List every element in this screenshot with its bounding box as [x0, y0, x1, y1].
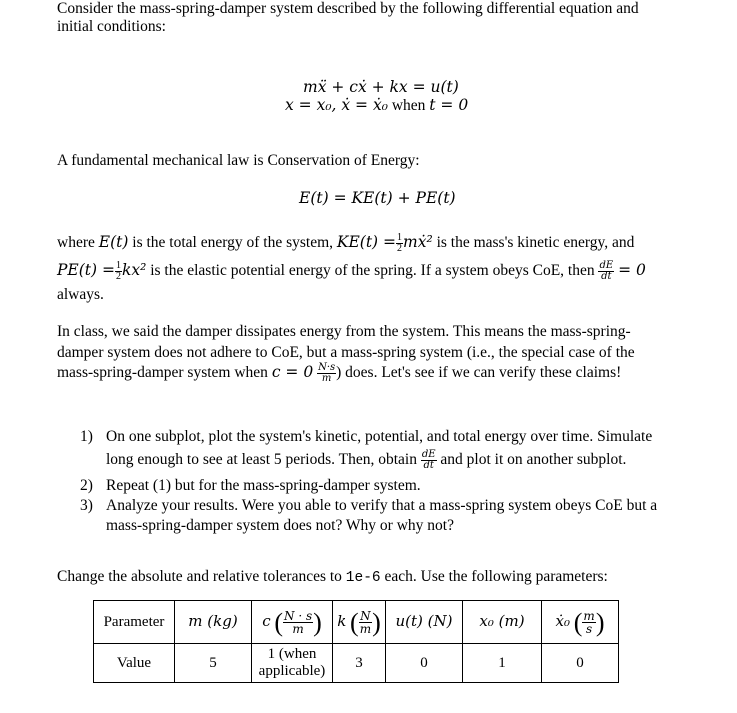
task-de-dt-fraction: $\frac{dE}{dt}$ [421, 449, 436, 471]
total-energy-desc: is the total energy of the system, [132, 234, 334, 252]
ic-values: x = x₀, ẋ = ẋ₀ [285, 96, 388, 114]
tolerance-b: each. Use the following parameters: [384, 568, 608, 585]
header-stiffness: k ( $\frac{N}{m}$ ) [333, 601, 386, 644]
c-equals-zero: c = 0 [271, 363, 314, 382]
task-1-number: 1) [80, 428, 93, 445]
ke-symbol: KE(t) = [336, 233, 397, 252]
header-parameter: Parameter [94, 601, 175, 644]
ode-equation: mẍ + cẋ + kx = u(t) [303, 78, 459, 96]
value-damping: 1 (when applicable) [252, 644, 333, 683]
where-line-3: always. [57, 286, 104, 303]
de-dt-fraction: $\frac{dE}{dt}$ [599, 260, 614, 282]
header-initial-position: x₀ (m) [463, 601, 542, 644]
intro-line-1: Consider the mass-spring-damper system described by the following differential equation and [57, 0, 639, 17]
damper-line-2: damper system does not adhere to CoE, but a mass-spring system (i.e., the special case of the [57, 344, 635, 361]
header-mass: m (kg) [175, 601, 252, 644]
damper-line-1: In class, we said the damper dissipates energy from the system. This means the mass-spring- [57, 323, 631, 340]
half-fraction-ke: $\frac{1}{2}$ [397, 232, 403, 254]
value-stiffness: 3 [333, 644, 386, 683]
task-1-line-2 [106, 450, 626, 471]
value-initial-velocity: 0 [542, 644, 619, 683]
where-word: where [57, 234, 95, 252]
energy-symbol: E(t) [98, 233, 129, 252]
task-1-line-1: On one subplot, plot the system's kinetic, potential, and total energy over time. Simulate [106, 428, 653, 445]
ns-per-m-unit: $\frac{N\cdot s}{m}$ [318, 362, 336, 384]
value-mass: 5 [175, 644, 252, 683]
pe-desc: is the elastic potential energy of the spring. If a system obeys CoE, then [150, 262, 595, 280]
damper-line-3-a: mass-spring-damper system when [57, 364, 268, 382]
tolerance-sentence [57, 568, 608, 586]
value-label: Value [94, 644, 175, 683]
value-initial-position: 1 [463, 644, 542, 683]
parameters-table [93, 600, 619, 683]
damper-line-3-c: ) does. Let's see if we can verify these claims! [336, 364, 622, 382]
task-3-number: 3) [80, 497, 93, 514]
where-line-1 [57, 233, 634, 254]
header-damping: c ( $\frac{N \cdot s}{m}$ ) [252, 601, 333, 644]
parameters-header-row [94, 601, 619, 644]
intro-line-2: initial conditions: [57, 18, 166, 35]
initial-conditions [285, 96, 468, 115]
tolerance-a: Change the absolute and relative tolerances to [57, 568, 342, 585]
energy-law-heading: A fundamental mechanical law is Conservation of Energy: [57, 152, 420, 169]
task-1-line-2-b: and plot it on another subplot. [440, 451, 627, 469]
task-3-line-1: Analyze your results. Were you able to verify that a mass-spring system obeys CoE but a [106, 497, 658, 514]
half-fraction-pe: $\frac{1}{2}$ [115, 260, 121, 282]
ic-time: t = 0 [429, 96, 469, 114]
parameters-value-row [94, 644, 619, 683]
ke-expression: mẋ² [403, 233, 433, 252]
header-input-force: u(t) (N) [386, 601, 463, 644]
damper-line-3 [57, 363, 621, 384]
ke-desc: is the mass's kinetic energy, and [436, 234, 635, 252]
tolerance-code: 1e-6 [345, 570, 381, 586]
where-line-2 [57, 261, 646, 282]
ic-when: when [391, 97, 426, 114]
header-initial-velocity: ẋ₀ ( $\frac{m}{s}$ ) [542, 601, 619, 644]
pe-symbol: PE(t) = [57, 261, 115, 280]
pe-expression: kx² [121, 261, 147, 280]
task-1-line-2-a: long enough to see at least 5 periods. Then, obtain [106, 451, 417, 469]
task-2-number: 2) [80, 477, 93, 494]
task-2-text: Repeat (1) but for the mass-spring-damper system. [106, 477, 421, 494]
equals-zero: = 0 [618, 261, 646, 280]
energy-equation: E(t) = KE(t) + PE(t) [299, 189, 456, 207]
value-input-force: 0 [386, 644, 463, 683]
task-3-line-2: mass-spring-damper system does not? Why or why not? [106, 517, 454, 534]
